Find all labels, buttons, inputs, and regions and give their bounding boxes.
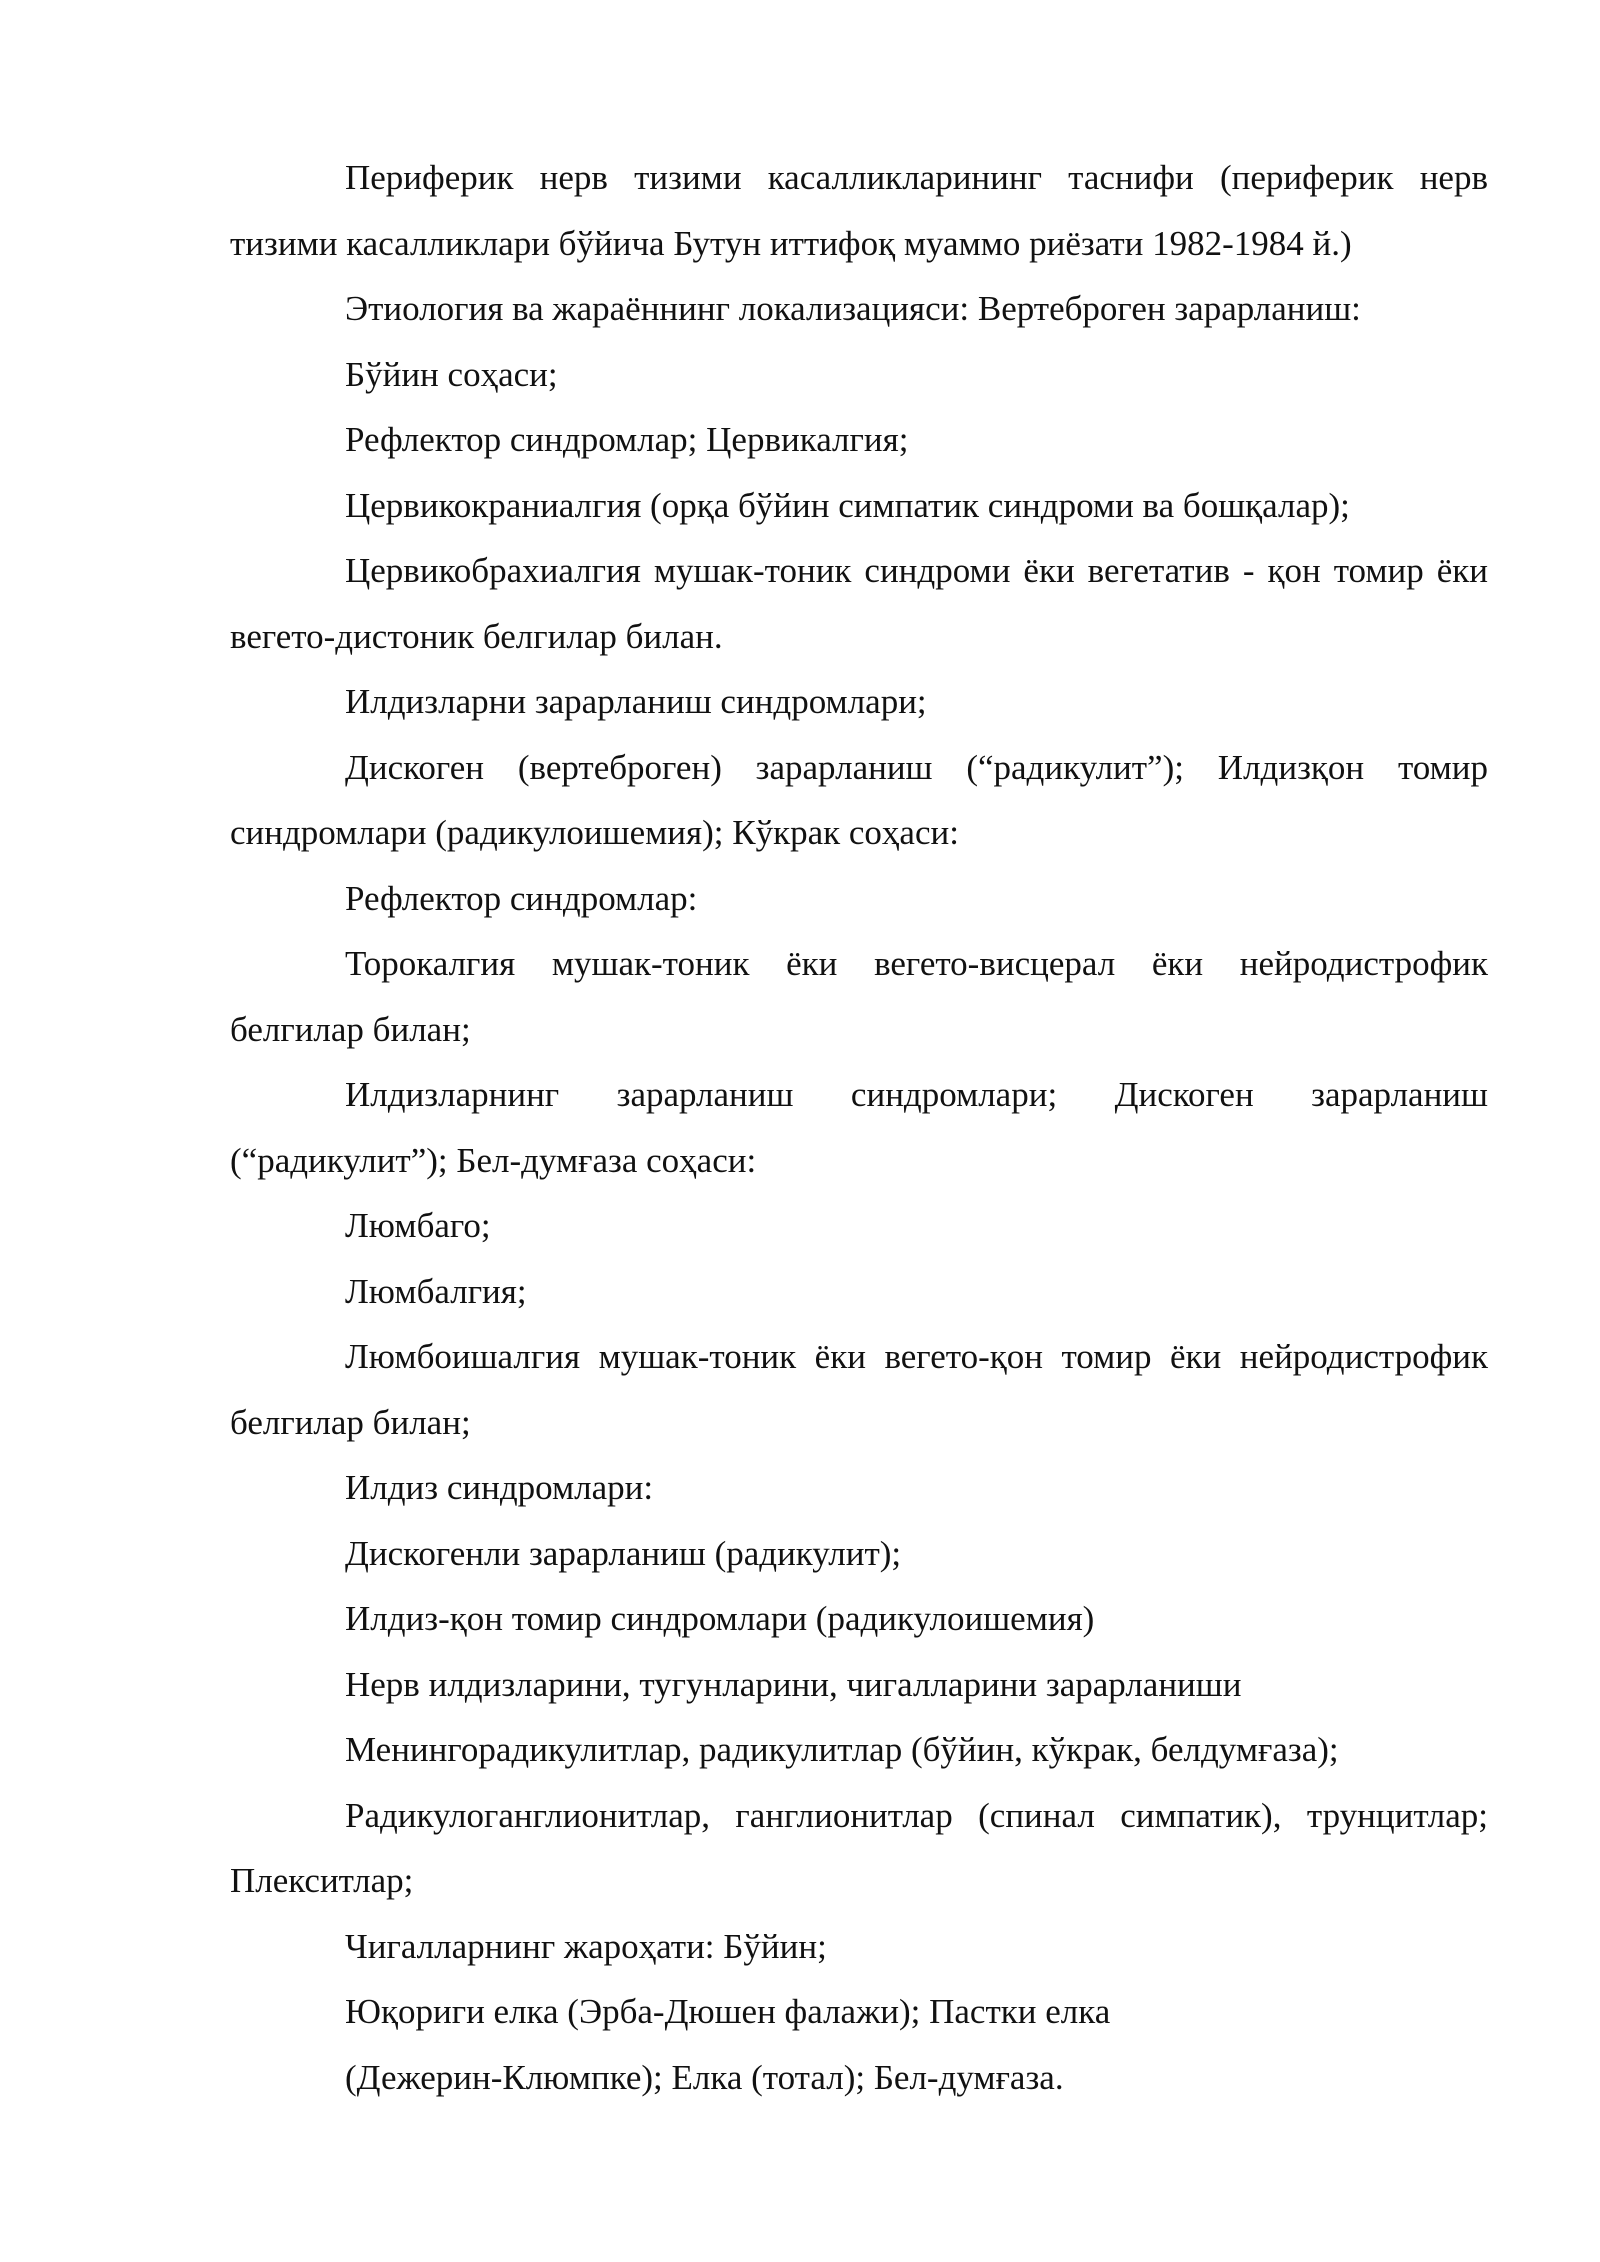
paragraph-thoracalgia: Торокалгия мушак-тоник ёки вегето-висцерал ёки нейродистрофик белгилар билан;	[230, 944, 1488, 1049]
paragraph-cervicocranialgia: Цервикокраниалгия (орқа бўйин симпатик синдроми ва бошқалар);	[345, 485, 1350, 525]
paragraph-meningoradiculitis: Менингорадикулитлар, радикулитлар (бўйин, кўкрак, белдумғаза);	[345, 1730, 1339, 1769]
paragraph-lumboischialgia: Люмбоишалгия мушак-тоник ёки вегето-қон томир ёки нейродистрофик белгилар билан;	[230, 1337, 1488, 1442]
paragraph-cervicobrachialgia: Цервикобрахиалгия мушак-тоник синдроми ёки вегетатив - қон томир ёки вегето-дистоник белгилар билан.	[230, 551, 1488, 656]
paragraph-etiology: Этиология ва жараённинг локализацияси: Вертеброген зарарланиш:	[345, 289, 1361, 328]
paragraph-root-lesion-syndromes: Илдизларнинг зарарланиш синдромлари; Дискоген зарарланиш (“радикулит”); Бел-думғаза соҳаси:	[230, 1075, 1488, 1180]
paragraph-lumbago: Люмбаго;	[345, 1206, 491, 1245]
paragraph-root-syndromes-lumbar: Илдиз синдромлари:	[345, 1468, 654, 1507]
paragraph-neck-region: Бўйин соҳаси;	[345, 354, 558, 394]
document-body	[230, 145, 1488, 2110]
paragraph-reflex-syndromes-thoracic: Рефлектор синдромлар:	[345, 878, 698, 918]
paragraph-discogenic-radiculitis: Дискогенли зарарланиш (радикулит);	[345, 1533, 902, 1573]
paragraph-root-syndromes: Илдизларни зарарланиш синдромлари;	[345, 682, 927, 721]
paragraph-classification-title: Периферик нерв тизими касалликларининг таснифи (периферик нерв тизими касалликлари бўйича Бутун иттифоқ муаммо риёзати 1982-1984 й.)	[230, 158, 1488, 263]
paragraph-upper-shoulder: Юқориги елка (Эрба-Дюшен фалажи); Пастки елка	[345, 1992, 1111, 2031]
paragraph-nerve-roots-lesion: Нерв илдизларини, тугунларини, чигалларини зарарланиши	[345, 1664, 1242, 1704]
paragraph-plexus-trauma: Чигалларнинг жароҳати: Бўйин;	[345, 1926, 827, 1966]
paragraph-radiculoischemia: Илдиз-қон томир синдромлари (радикулоишемия)	[345, 1599, 1095, 1638]
paragraph-lumbalgia: Люмбалгия;	[345, 1271, 527, 1311]
paragraph-dejerine-klumpke: (Дежерин-Клюмпке); Елка (тотал); Бел-думғаза.	[345, 2057, 1064, 2097]
paragraph-reflex-syndromes: Рефлектор синдромлар; Цервикалгия;	[345, 420, 909, 459]
paragraph-discogenic-lesion: Дискоген (вертеброген) зарарланиш (“радикулит”); Илдизқон томир синдромлари (радикулоишемия); Кўкрак соҳаси:	[230, 747, 1488, 852]
paragraph-radiculoganglionitis: Радикулоганглионитлар, ганглионитлар (спинал симпатик), трунцитлар; Плекситлар;	[230, 1795, 1488, 1900]
